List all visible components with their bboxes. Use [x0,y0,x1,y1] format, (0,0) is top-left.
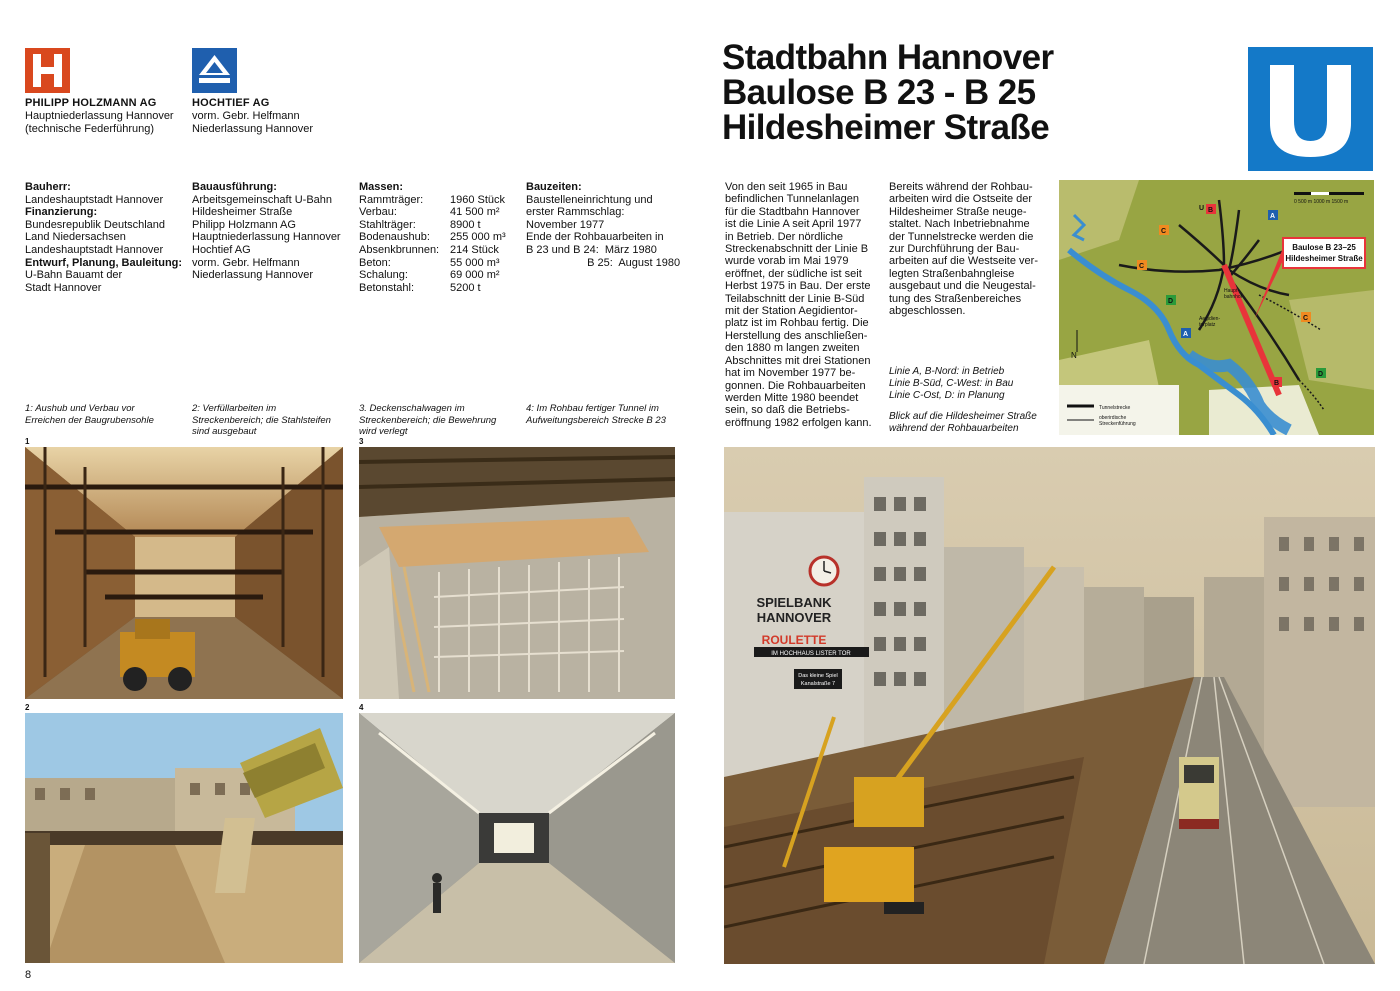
quantity-label: Absenkbrunnen: [359,243,440,256]
col1-line: Finanzierung: [25,206,98,219]
col2-line: Hildesheimer Straße [192,206,293,219]
photo-number-3: 3 [359,437,364,446]
table-row [359,206,506,219]
col4-line: November 1977 [526,218,605,231]
photo-backfill [25,713,343,963]
quantity-value: 214 Stück [450,243,499,256]
map-marker-c: C [1139,263,1145,270]
col4-line: Ende der Rohbauarbeiten in [526,231,664,244]
hochtief-sub: vorm. Gebr. Helfmann Niederlassung Hannover [192,110,314,135]
map-aegidien-2: torplatz [1199,322,1216,328]
hochtief-name: HOCHTIEF AG [192,97,270,109]
quantity-value: 5200 t [450,281,481,294]
map-marker-a: A [1183,331,1189,338]
u-bahn-logo [1248,47,1373,171]
map-marker-u: U [1199,205,1205,212]
col2-line: Hauptniederlassung Hannover [192,231,341,244]
map-marker-b: B [1208,207,1214,214]
col2-line: Philipp Holzmann AG [192,218,296,231]
map-marker-d: D [1168,298,1174,305]
col1-line: Stadt Hannover [25,281,102,294]
col1-line: Landeshauptstadt Hannover [25,243,164,256]
col1-line: Landeshauptstadt Hannover [25,193,164,206]
col4-line: Baustelleneinrichtung und [526,193,653,206]
photo-number-1: 1 [25,437,30,446]
sign-roulette: ROULETTE [761,633,827,647]
map-hbf: Haupt- [1224,288,1240,294]
col1-line: Bundesrepublik Deutschland [25,218,166,231]
col2-line: vorm. Gebr. Helfmann [192,256,300,269]
holzmann-logo [25,48,70,93]
map-hbf-2: bahnhof [1224,294,1243,300]
quantity-value: 8900 t [450,218,481,231]
photo-caption: Blick auf die Hildesheimer Straße während der Rohbauarbeiten [889,411,1037,434]
table-row [359,219,506,232]
col4-line: B 23 und B 24: März 1980 [526,243,657,256]
caption-2: 2: Verfüllarbeiten im Streckenbereich; die Stahlsteifen sind ausgebaut [192,403,331,437]
title-line-3: Hildesheimer Straße [722,108,1050,147]
quantity-label: Beton: [359,256,391,269]
quantity-value: 69 000 m² [450,269,500,282]
map-label-line1: Baulose B 23–25 [1292,243,1356,252]
col2-line: Arbeitsgemeinschaft U-Bahn [192,193,333,206]
map-legend-surface-2: Streckenführung [1099,421,1136,427]
quantity-value: 255 000 m³ [450,231,506,244]
holzmann-name: PHILIPP HOLZMANN AG [25,97,157,109]
quantities-table [359,194,506,295]
photo-formwork [359,447,675,699]
col3-heading: Massen: [359,181,404,193]
col2-heading: Bauausführung: [192,181,277,193]
map-label-line2: Hildesheimer Straße [1285,254,1363,263]
caption-4: 4: Im Rohbau fertiger Tunnel im Aufweitungsbereich Strecke B 23 [526,403,666,426]
quantity-label: Stahlträger: [359,218,416,231]
map-scale: 0 500 m 1000 m 1500 m [1294,199,1349,205]
quantity-label: Bodenaushub: [359,231,430,244]
photo-hildesheimer-strasse [724,447,1375,964]
table-row [359,282,506,295]
photo-excavation [25,447,343,699]
map-north: N [1071,351,1077,360]
hochtief-logo [192,48,237,93]
col4-line: erster Rammschlag: [526,206,625,219]
quantity-value: 1960 Stück [450,193,506,206]
contractor-column [192,181,357,282]
photo-number-4: 4 [359,703,364,712]
sign-hochhaus: IM HOCHHAUS LISTER TOR [771,651,851,657]
holzmann-sub: Hauptniederlassung Hannover (technische Federführung) [25,110,174,135]
quantity-label: Betonstahl: [359,281,415,294]
table-row [359,257,506,270]
quantity-label: Verbau: [359,206,397,219]
sign-hannover: HANNOVER [756,610,832,625]
quantity-value: 41 500 m² [450,206,500,219]
quantities-column [359,181,509,294]
quantity-value: 55 000 m³ [450,256,500,269]
title-line-1: Stadtbahn Hannover [722,38,1054,77]
sign-spielbank: SPIELBANK [756,595,832,610]
table-row [359,231,506,244]
quantity-label: Rammträger: [359,193,424,206]
map-legend-surface: oberirdische [1099,415,1127,421]
sign-kanal: Kanalstraße 7 [800,681,836,687]
photo-tunnel [359,713,675,963]
sign-kleine: Das kleine Spiel [798,673,838,679]
photo-number-2: 2 [25,703,30,712]
schedule-column [526,181,696,269]
col2-line: Niederlassung Hannover [192,269,314,282]
col1-line: U-Bahn Bauamt der [25,269,123,282]
map-marker-b: B [1274,380,1280,387]
body-text-col2: Bereits während der Rohbau- arbeiten wird die Ostseite der Hildesheimer Straße neuge- staltet. Nach Inbetriebnahme der Tunnelstrecke werden die zur Durchführung der Bau- arbeiten auf die Westseite ver- legten Straßenbahngleise ausgebaut und die Neugestal- tung des Straßenbereiches abgeschlossen. [889,181,1038,318]
col1-line: Bauherr: [25,181,71,193]
caption-1: 1: Aushub und Verbau vor Erreichen der Baugrubensohle [25,403,154,426]
body-text-col1: Von den seit 1965 in Bau befindlichen Tunnelanlagen für die Stadtbahn Hannover ist die Linie A seit April 1977 in Betrieb. Der nördliche Streckenabschnitt der Linie B wurde vorab im Mai 1979 eröffnet, der südliche ist seit Herbst 1975 in Bau. Der erste Teilabschnitt der Linie B-Süd mit der Station Aegidientor- platz ist im Rohbau fertig. Die Herstellung des anschließen- den 1880 m langen zweiten Abschnittes mit drei Stationen hat im November 1977 be- gonnen. Die Rohbauarbeiten werden Mitte 1980 beendet sein, so daß die Betriebs- eröffnung 1982 erfolgen kann. [725,181,872,429]
col4-heading: Bauzeiten: [526,181,582,193]
map-marker-c: C [1303,315,1309,322]
map-legend-tunnel: Tunnelstrecke [1099,405,1131,411]
col4-line: B 25: August 1980 [526,256,681,269]
route-map [1059,180,1374,435]
table-row [359,194,506,207]
page-title [722,40,1053,145]
lines-status: Linie A, B-Nord: in Betrieb Linie B-Süd, C-West: in Bau Linie C-Ost, D: in Planung [889,366,1014,401]
map-marker-d: D [1318,371,1324,378]
table-row [359,244,506,257]
map-marker-a: A [1270,213,1276,220]
col2-line: Hochtief AG [192,243,251,256]
title-line-2: Baulose B 23 - B 25 [722,73,1036,112]
quantity-label: Schalung: [359,269,408,282]
caption-3: 3. Deckenschalwagen im Streckenbereich; die Bewehrung wird verlegt [359,403,497,437]
client-column [25,181,190,294]
col1-line: Land Niedersachsen [25,231,126,244]
table-row [359,269,506,282]
map-aegidien: Aegidien- [1199,316,1221,322]
col1-line: Entwurf, Planung, Bauleitung: [25,256,183,269]
page-number: 8 [25,969,32,981]
map-marker-c: C [1161,228,1167,235]
